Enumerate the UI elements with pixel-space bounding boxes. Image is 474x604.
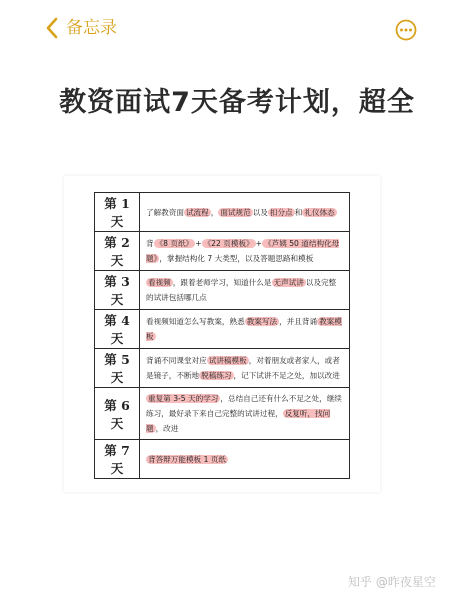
highlighted-text: 《8 页纸》 (155, 239, 194, 248)
plan-table (94, 192, 350, 479)
plain-text: 了解教资面 (146, 207, 184, 217)
plan-image (64, 176, 380, 492)
day-label: 第 6 天 (95, 388, 140, 440)
day-label: 第 3 天 (95, 271, 140, 310)
table-row (95, 388, 350, 440)
day-description (140, 232, 350, 271)
plain-text: 以及 (252, 207, 268, 217)
plain-text: 和 (294, 207, 303, 217)
chevron-left-icon (44, 16, 60, 40)
plain-text: ，总结自己还有什么不足之处，继续练习，最好录下来自己完整的试讲过程， (146, 394, 342, 418)
plain-text: ，改进 (155, 424, 179, 433)
day-description (140, 271, 350, 310)
day-description (140, 193, 350, 232)
plain-text: ，对着朋友或者家人，或者是镜子，不断地 (146, 356, 340, 380)
watermark: 知乎 @昨夜星空 (348, 575, 436, 589)
day-label: 第 7 天 (95, 440, 140, 479)
plain-text: ，记下试讲不足之处，加以改进 (233, 371, 340, 380)
day-label: 第 2 天 (95, 232, 140, 271)
top-bar (0, 0, 474, 60)
highlighted-text: 教案模板 (146, 317, 342, 341)
highlighted-text: 面试规范 (220, 207, 251, 217)
plain-text: + (195, 239, 202, 248)
day-label: 第 1 天 (95, 193, 140, 232)
plain-text: ，并且背诵 (279, 317, 318, 326)
highlighted-text: 背答辩万能模板 1 页纸 (148, 454, 227, 464)
highlighted-text: 扣分点 (269, 207, 293, 217)
note-title: 教资面试7天备考计划，超全 (59, 87, 415, 118)
more-horizontal-icon[interactable] (395, 19, 417, 41)
table-row (95, 193, 350, 232)
plain-text: 看视频知道怎么写教案，熟悉 (146, 317, 245, 326)
day-description (140, 440, 350, 479)
highlighted-text: 教案写法 (246, 317, 278, 326)
table-row (95, 440, 350, 479)
plain-text: ，跟着老师学习，知道什么是 (172, 278, 272, 287)
plain-text: 背诵不同课堂对应 (146, 356, 207, 365)
highlighted-text: 重复第 3-5 天的学习 (148, 394, 219, 403)
plain-text: + (255, 239, 263, 248)
day-description (140, 310, 350, 349)
highlighted-text: 《22 页模板》 (203, 239, 254, 248)
plain-text: 背 (146, 239, 154, 248)
plain-text: ， (210, 207, 219, 217)
day-description (140, 388, 350, 440)
highlighted-text: 反复听，找问题 (146, 409, 331, 433)
day-label: 第 5 天 (95, 349, 140, 388)
plain-text: ，掌握结构化 7 大类型，以及答题思路和模板 (159, 254, 314, 263)
highlighted-text: 《芦姨 50 道结构化母题》 (146, 239, 340, 263)
day-description (140, 349, 350, 388)
highlighted-text: 试流程 (185, 207, 209, 217)
table-row (95, 232, 350, 271)
day-label: 第 4 天 (95, 310, 140, 349)
back-label: 备忘录 (66, 18, 117, 38)
table-row (95, 349, 350, 388)
highlighted-text: 试讲稿模板 (208, 356, 247, 365)
table-row (95, 271, 350, 310)
highlighted-text: 看视频 (148, 278, 171, 287)
back-button[interactable] (44, 16, 117, 40)
highlighted-text: 无声试讲 (273, 278, 304, 287)
table-row (95, 310, 350, 349)
plain-text: 以及完整的试讲包括哪几点 (146, 278, 337, 302)
highlighted-text: 脱稿练习 (201, 371, 232, 380)
highlighted-text: 礼仪体态 (304, 207, 335, 217)
